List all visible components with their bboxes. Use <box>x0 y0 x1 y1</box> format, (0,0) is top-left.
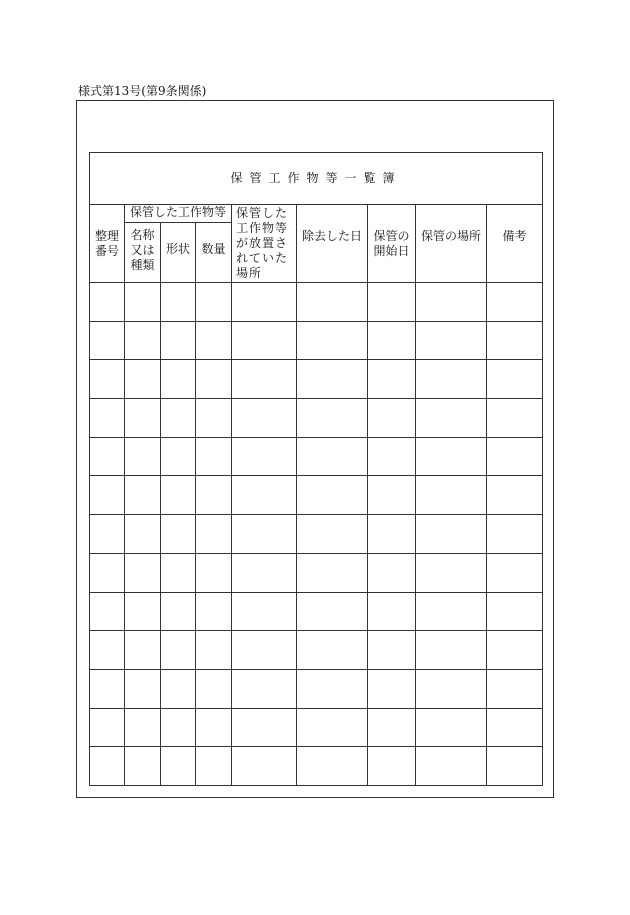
cell-left-location <box>232 553 297 592</box>
cell-left-location <box>232 437 297 476</box>
cell-removal-date <box>297 399 368 438</box>
cell-shape <box>161 553 196 592</box>
cell-number <box>90 553 125 592</box>
cell-removal-date <box>297 437 368 476</box>
cell-storage-start <box>368 708 416 747</box>
cell-name-or-type <box>125 708 161 747</box>
table-row <box>90 399 543 438</box>
header-name-line-3: 種類 <box>130 258 155 272</box>
cell-shape <box>161 747 196 786</box>
cell-removal-date <box>297 553 368 592</box>
cell-removal-date <box>297 283 368 322</box>
cell-storage-start <box>368 476 416 515</box>
cell-shape <box>161 399 196 438</box>
cell-remarks <box>487 631 543 670</box>
cell-removal-date <box>297 592 368 631</box>
cell-shape <box>161 283 196 322</box>
header-left-location <box>232 205 297 283</box>
cell-left-location <box>232 669 297 708</box>
cell-name-or-type <box>125 321 161 360</box>
cell-storage-location <box>416 437 487 476</box>
cell-storage-start <box>368 747 416 786</box>
cell-number <box>90 592 125 631</box>
cell-left-location <box>232 321 297 360</box>
cell-storage-location <box>416 553 487 592</box>
cell-left-location <box>232 592 297 631</box>
cell-storage-location <box>416 515 487 554</box>
cell-remarks <box>487 399 543 438</box>
cell-quantity <box>196 283 232 322</box>
cell-remarks <box>487 669 543 708</box>
header-number-line-1: 整理 <box>94 229 119 243</box>
table-row <box>90 515 543 554</box>
table-row <box>90 360 543 399</box>
header-name-or-type <box>125 223 161 283</box>
cell-shape <box>161 515 196 554</box>
cell-storage-start <box>368 360 416 399</box>
table-row <box>90 747 543 786</box>
cell-shape <box>161 476 196 515</box>
cell-name-or-type <box>125 592 161 631</box>
cell-number <box>90 321 125 360</box>
cell-storage-start <box>368 321 416 360</box>
cell-shape <box>161 669 196 708</box>
table-row <box>90 592 543 631</box>
cell-shape <box>161 360 196 399</box>
cell-number <box>90 515 125 554</box>
header-name-line-2: 又は <box>130 243 155 257</box>
cell-remarks <box>487 553 543 592</box>
cell-number <box>90 360 125 399</box>
cell-left-location <box>232 515 297 554</box>
cell-number <box>90 437 125 476</box>
table-row <box>90 437 543 476</box>
header-left-location-line-2: 工作物等 <box>236 221 289 235</box>
cell-removal-date <box>297 747 368 786</box>
cell-storage-start <box>368 283 416 322</box>
cell-number <box>90 631 125 670</box>
cell-shape <box>161 708 196 747</box>
header-left-location-line-1: 保管した <box>236 206 289 220</box>
cell-quantity <box>196 437 232 476</box>
cell-name-or-type <box>125 747 161 786</box>
cell-quantity <box>196 515 232 554</box>
cell-remarks <box>487 747 543 786</box>
header-left-location-line-4: れていた <box>236 251 289 265</box>
cell-storage-location <box>416 592 487 631</box>
cell-storage-start <box>368 592 416 631</box>
cell-storage-start <box>368 631 416 670</box>
cell-name-or-type <box>125 669 161 708</box>
cell-name-or-type <box>125 283 161 322</box>
cell-storage-location <box>416 360 487 399</box>
cell-number <box>90 708 125 747</box>
cell-storage-location <box>416 476 487 515</box>
cell-number <box>90 399 125 438</box>
cell-removal-date <box>297 631 368 670</box>
cell-quantity <box>196 631 232 670</box>
cell-number <box>90 747 125 786</box>
cell-name-or-type <box>125 631 161 670</box>
cell-remarks <box>487 360 543 399</box>
cell-quantity <box>196 399 232 438</box>
cell-name-or-type <box>125 437 161 476</box>
cell-left-location <box>232 399 297 438</box>
cell-remarks <box>487 592 543 631</box>
header-shape: 形状 <box>161 223 196 283</box>
table-row <box>90 631 543 670</box>
cell-name-or-type <box>125 515 161 554</box>
cell-name-or-type <box>125 553 161 592</box>
cell-storage-location <box>416 283 487 322</box>
cell-shape <box>161 437 196 476</box>
cell-removal-date <box>297 321 368 360</box>
cell-name-or-type <box>125 360 161 399</box>
cell-storage-location <box>416 631 487 670</box>
cell-remarks <box>487 515 543 554</box>
cell-storage-start <box>368 553 416 592</box>
cell-left-location <box>232 283 297 322</box>
cell-number <box>90 283 125 322</box>
cell-removal-date <box>297 360 368 399</box>
cell-left-location <box>232 747 297 786</box>
cell-remarks <box>487 283 543 322</box>
cell-quantity <box>196 669 232 708</box>
cell-name-or-type <box>125 399 161 438</box>
header-stored-items-group: 保管した工作物等 <box>125 205 232 223</box>
table-row <box>90 708 543 747</box>
cell-left-location <box>232 476 297 515</box>
ledger-title: 保管工作物等一覧簿 <box>90 153 543 205</box>
table-row <box>90 669 543 708</box>
header-storage-start <box>368 205 416 283</box>
cell-remarks <box>487 321 543 360</box>
cell-number <box>90 476 125 515</box>
cell-quantity <box>196 708 232 747</box>
cell-shape <box>161 592 196 631</box>
header-left-location-line-5: 場所 <box>236 266 263 280</box>
header-storage-start-line-1: 保管の <box>373 229 410 243</box>
cell-name-or-type <box>125 476 161 515</box>
form-reference: 様式第13号(第9条関係) <box>78 84 207 98</box>
cell-storage-location <box>416 747 487 786</box>
cell-removal-date <box>297 515 368 554</box>
cell-number <box>90 669 125 708</box>
header-left-location-line-3: が放置さ <box>236 236 289 250</box>
cell-quantity <box>196 553 232 592</box>
cell-storage-start <box>368 437 416 476</box>
storage-ledger-table <box>89 152 543 786</box>
header-storage-start-line-2: 開始日 <box>373 244 410 258</box>
header-removal-date: 除去した日 <box>297 205 368 283</box>
cell-removal-date <box>297 669 368 708</box>
cell-removal-date <box>297 476 368 515</box>
header-quantity: 数量 <box>196 223 232 283</box>
cell-shape <box>161 631 196 670</box>
table-row <box>90 553 543 592</box>
cell-storage-location <box>416 321 487 360</box>
header-name-line-1: 名称 <box>130 228 155 242</box>
cell-remarks <box>487 708 543 747</box>
cell-remarks <box>487 437 543 476</box>
header-remarks: 備考 <box>487 205 543 283</box>
cell-storage-start <box>368 399 416 438</box>
cell-quantity <box>196 592 232 631</box>
cell-left-location <box>232 708 297 747</box>
cell-storage-location <box>416 399 487 438</box>
cell-removal-date <box>297 708 368 747</box>
table-row <box>90 283 543 322</box>
cell-quantity <box>196 360 232 399</box>
header-number <box>90 205 125 283</box>
cell-remarks <box>487 476 543 515</box>
table-row <box>90 476 543 515</box>
cell-storage-location <box>416 708 487 747</box>
cell-quantity <box>196 747 232 786</box>
cell-quantity <box>196 321 232 360</box>
cell-storage-location <box>416 669 487 708</box>
cell-shape <box>161 321 196 360</box>
cell-storage-start <box>368 515 416 554</box>
table-row <box>90 321 543 360</box>
header-number-line-2: 番号 <box>94 244 119 258</box>
header-storage-location: 保管の場所 <box>416 205 487 283</box>
cell-storage-start <box>368 669 416 708</box>
cell-quantity <box>196 476 232 515</box>
cell-left-location <box>232 631 297 670</box>
cell-left-location <box>232 360 297 399</box>
